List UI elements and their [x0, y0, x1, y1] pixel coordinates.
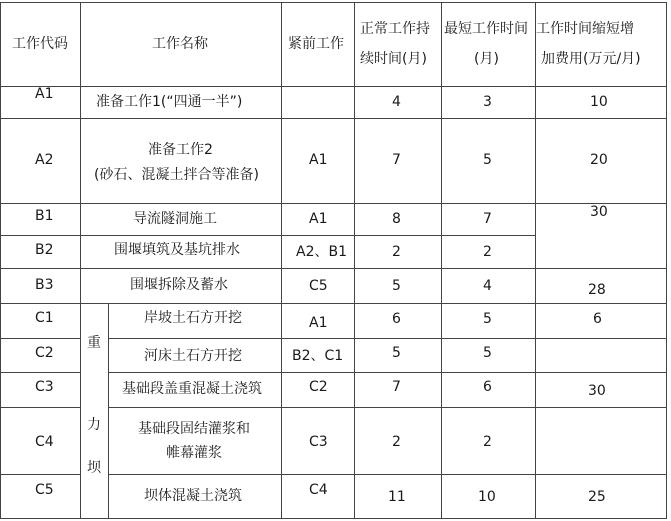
cell-code: B1: [35, 208, 54, 224]
row-divider: [108, 372, 666, 373]
cell-code: A2: [35, 152, 54, 168]
cell-code: B2: [35, 242, 54, 258]
cell-normal: 4: [392, 94, 401, 110]
column-divider: [354, 2, 355, 519]
cell-code: C2: [35, 345, 54, 361]
cell-normal: 2: [392, 244, 401, 260]
cell-predecessor: C5: [309, 278, 328, 294]
column-divider: [108, 303, 109, 519]
row-divider: [108, 474, 666, 475]
row-divider: [0, 118, 666, 119]
header-shortest-duration: (月): [474, 51, 499, 67]
table-border-right: [666, 2, 667, 519]
table-border-left: [0, 2, 1, 519]
cell-name: 准备工作1(“四通一半”): [96, 94, 243, 110]
cell-shortest: 5: [483, 152, 492, 168]
row-divider: [0, 303, 666, 304]
row-divider: [0, 338, 80, 339]
header-shortest-duration: 最短工作时间: [444, 21, 528, 37]
cell-normal: 8: [392, 211, 401, 227]
cell-predecessor: A1: [309, 152, 328, 168]
cell-name: 河床土石方开挖: [144, 348, 242, 364]
cell-code: B3: [35, 277, 54, 293]
cell-shortest: 7: [483, 211, 492, 227]
cell-predecessor: A1: [309, 211, 328, 227]
group-label: 重: [87, 335, 101, 351]
cell-shortest: 2: [483, 244, 492, 260]
row-divider: [0, 474, 80, 475]
cell-predecessor: A2、B1: [296, 244, 347, 260]
cell-name: 围堰拆除及蓄水: [130, 277, 228, 293]
cell-name: 基础段盖重混凝土浇筑: [122, 381, 262, 397]
cell-name: 准备工作2: [148, 142, 213, 158]
table-border-top: [0, 2, 666, 3]
cell-name: 帷幕灌浆: [166, 445, 222, 461]
group-label: 力: [87, 417, 101, 433]
cell-name: 导流隧洞施工: [133, 211, 217, 227]
cell-normal: 6: [392, 311, 401, 327]
cell-predecessor: C3: [309, 434, 328, 450]
cell-normal: 7: [392, 152, 401, 168]
cell-cost: 28: [588, 282, 606, 298]
cell-name: 坝体混凝土浇筑: [144, 488, 242, 504]
row-divider: [0, 203, 666, 204]
header-added-cost: 加费用(万元/月): [541, 51, 641, 67]
column-divider: [441, 2, 442, 519]
column-divider: [535, 2, 536, 519]
cell-name: 岸坡土石方开挖: [144, 310, 242, 326]
row-divider: [108, 407, 666, 408]
cell-predecessor: B2、C1: [292, 348, 344, 364]
header-normal-duration: 续时间(月): [360, 51, 427, 67]
cell-name: 围堰填筑及基坑排水: [114, 242, 240, 258]
row-divider: [0, 86, 666, 87]
cell-predecessor: C2: [309, 379, 328, 395]
table-border-bottom: [0, 518, 666, 519]
header-name: 工作名称: [152, 36, 208, 52]
cell-cost: 30: [590, 204, 608, 220]
cell-name: 基础段固结灌浆和: [138, 421, 250, 437]
cell-cost: 30: [588, 383, 606, 399]
cell-normal: 5: [392, 278, 401, 294]
header-predecessor: 紧前工作: [288, 36, 344, 52]
cell-code: C3: [35, 379, 54, 395]
cell-cost: 6: [593, 311, 602, 327]
row-divider: [0, 268, 666, 269]
cell-code: C1: [35, 310, 54, 326]
cell-shortest: 10: [478, 489, 496, 505]
cell-shortest: 5: [483, 345, 492, 361]
cell-code: C4: [35, 434, 54, 450]
cell-normal: 11: [388, 489, 406, 505]
cell-normal: 5: [392, 345, 401, 361]
row-divider: [108, 338, 666, 339]
cell-shortest: 6: [483, 379, 492, 395]
cell-predecessor: C4: [309, 482, 328, 498]
column-divider: [281, 2, 282, 519]
cell-code: A1: [35, 86, 54, 102]
row-divider: [0, 372, 80, 373]
cell-predecessor: A1: [309, 315, 328, 331]
cell-cost: 10: [590, 94, 608, 110]
header-normal-duration: 正常工作持: [360, 21, 430, 37]
cell-normal: 7: [392, 379, 401, 395]
cell-shortest: 5: [483, 311, 492, 327]
cell-code: C5: [35, 482, 54, 498]
cell-cost: 20: [590, 152, 608, 168]
cell-cost: 25: [588, 489, 606, 505]
cell-shortest: 4: [483, 278, 492, 294]
header-code: 工作代码: [12, 36, 68, 52]
group-label: 坝: [87, 460, 101, 476]
cell-name: (砂石、混凝土拌合等准备): [94, 167, 259, 183]
header-added-cost: 工作时间缩短增: [536, 21, 634, 37]
row-divider: [0, 407, 80, 408]
column-divider: [80, 2, 81, 519]
cell-normal: 2: [392, 434, 401, 450]
cell-shortest: 2: [483, 434, 492, 450]
cell-shortest: 3: [483, 94, 492, 110]
